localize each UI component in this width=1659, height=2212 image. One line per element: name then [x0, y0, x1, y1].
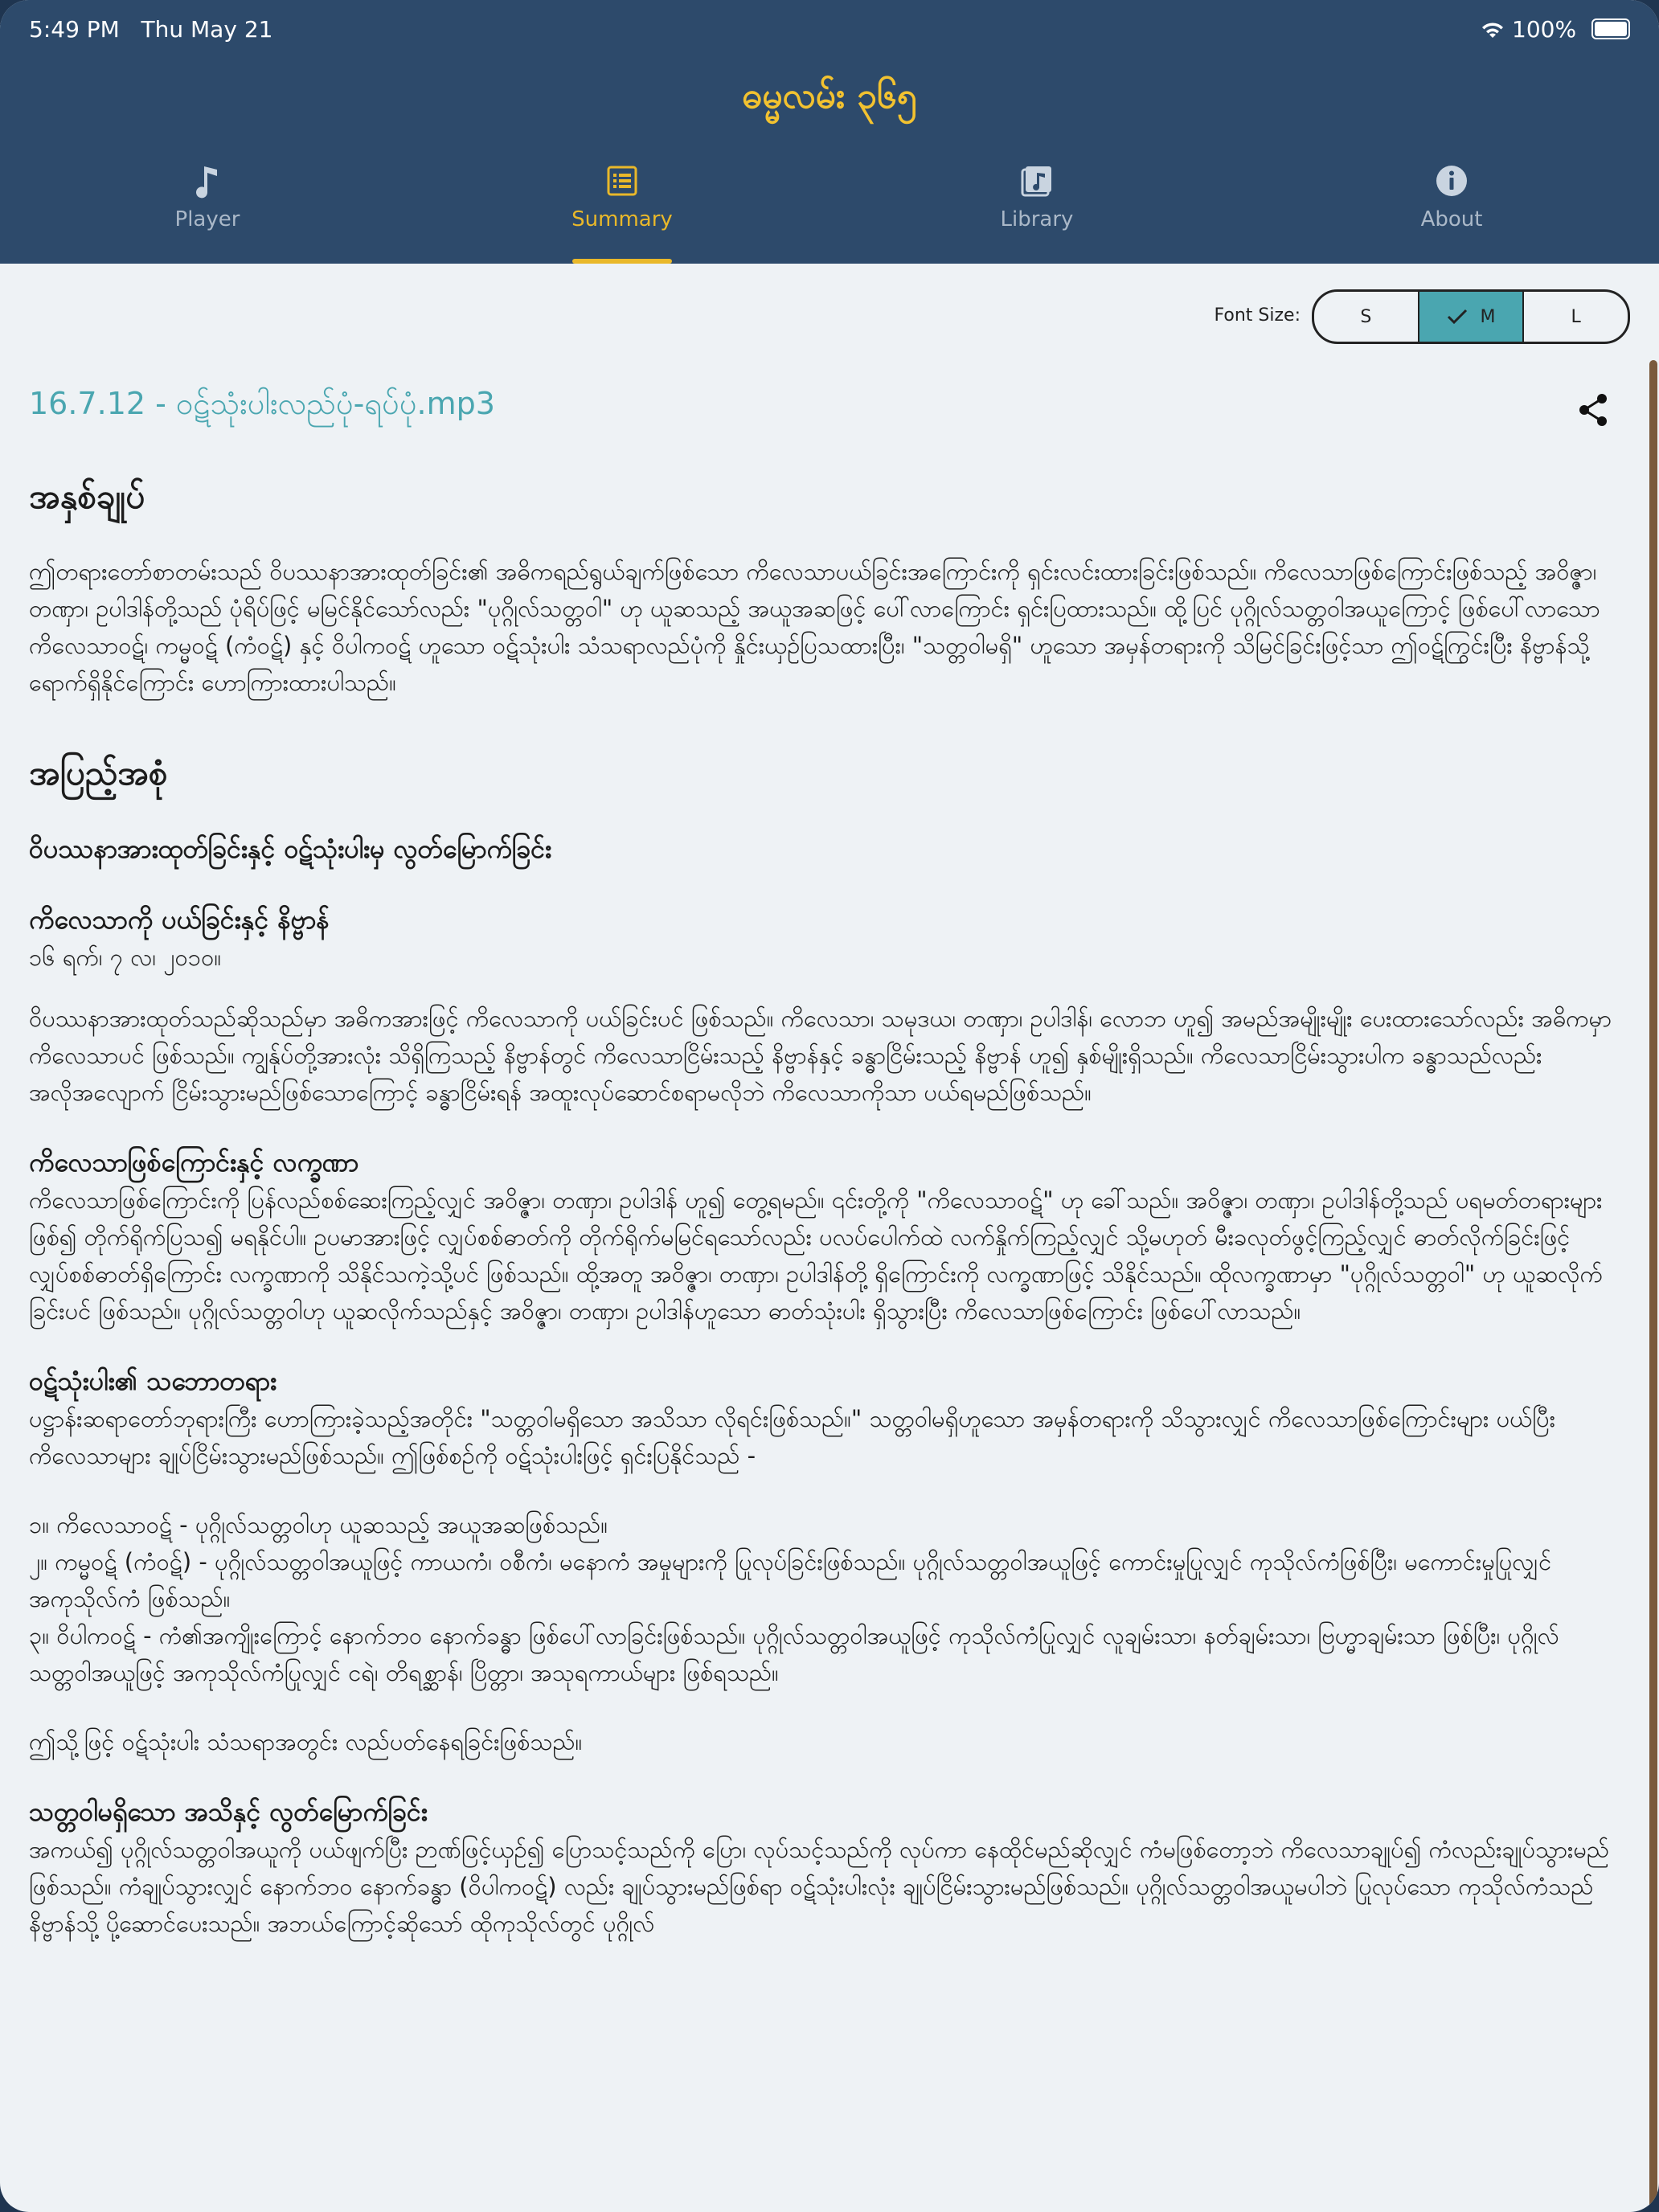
section-heading-summary: အနှစ်ချုပ်	[29, 477, 145, 516]
section-heading-outline: အပြည့်အစုံ	[29, 753, 168, 793]
outline-title: ဝိပဿနာအားထုတ်ခြင်းနှင့် ဝဋ်သုံးပါးမှ လွတ်မြောက်ခြင်း	[29, 834, 552, 864]
subsection-title: သတ္တဝါမရှိသော အသိနှင့် လွတ်မြောက်ခြင်း	[29, 1796, 428, 1827]
library-icon	[1019, 163, 1055, 199]
font-size-large[interactable]	[1522, 292, 1628, 342]
subsection-title: ကိလေသာကို ပယ်ခြင်းနှင့် နိဗ္ဗာန်	[29, 904, 330, 935]
status-time: 5:49 PM	[29, 16, 120, 43]
font-size-small-label: S	[1360, 306, 1372, 327]
tab-library-label: Library	[1000, 207, 1074, 231]
music-note-icon	[193, 163, 222, 199]
battery-percent: 100%	[1512, 16, 1577, 43]
checkmark-icon	[1447, 309, 1468, 325]
tab-player-label: Player	[174, 207, 240, 231]
share-icon	[1577, 392, 1609, 428]
subsection-paragraph: ဝိပဿနာအားထုတ်သည်ဆိုသည်မှာ အဓိကအားဖြင့် ကိလေသာကို ပယ်ခြင်းပင် ဖြစ်သည်။ ကိလေသာ၊ သမုဒယ၊ တဏှာ၊ ဥပါဒါန်၊ လောဘ ဟူ၍ အမည်အမျိုးမျိုး ပေးထားသော်လည်း အဓိကမှာ ကိလေသာပင် ဖြစ်သည်။ ကျွန်ုပ်တို့အားလုံး သိရှိကြသည့် နိဗ္ဗာန်တွင် ကိလေသာငြိမ်းသည့် နိဗ္ဗာန်နှင့် ခန္ဓာငြိမ်းသည့် နိဗ္ဗာန် ဟူ၍ နှစ်မျိုးရှိသည်။ ကိလေသာငြိမ်းသွားပါက ခန္ဓာသည်လည်း အလိုအလျောက် ငြိမ်းသွားမည်ဖြစ်သောကြောင့် ခန္ဓာငြိမ်းရန် အထူးလုပ်ဆောင်စရာမလိုဘဲ ကိလေသာကိုသာ ပယ်ရမည်ဖြစ်သည်။	[29, 1005, 1612, 1106]
status-date: Thu May 21	[141, 16, 273, 43]
tab-player[interactable]	[0, 161, 415, 264]
subsection-paragraph: ပဋ္ဌာန်းဆရာတော်ဘုရားကြီး ဟောကြားခဲ့သည့်အတိုင်း "သတ္တဝါမရှိသော အသိသာ လိုရင်းဖြစ်သည်။" သတ္တဝါမရှိဟူသော အမှန်တရားကို သိသွားလျှင် ကိလေသာဖြစ်ကြောင်းများ ပယ်ပြီး ကိလေသာများ ချုပ်ငြိမ်းသွားမည်ဖြစ်သည်။ ဤဖြစ်စဉ်ကို ဝဋ်သုံးပါးဖြင့် ရှင်းပြနိုင်သည် -	[29, 1405, 1556, 1469]
font-size-label: Font Size:	[1214, 305, 1301, 326]
status-right	[1481, 16, 1630, 43]
scrollbar[interactable]	[1649, 360, 1657, 2209]
font-size-medium[interactable]	[1418, 292, 1523, 342]
share-button[interactable]	[1577, 392, 1609, 431]
tab-summary-label: Summary	[571, 207, 673, 231]
subsection-title: ကိလေသာဖြစ်ကြောင်းနှင့် လက္ခဏာ	[29, 1147, 359, 1178]
font-size-selector	[1312, 289, 1630, 344]
font-size-small[interactable]	[1314, 292, 1418, 342]
subsection-paragraph: အကယ်၍ ပုဂ္ဂိုလ်သတ္တဝါအယူကို ပယ်ဖျက်ပြီး ဉာဏ်ဖြင့်ယှဉ်၍ ပြောသင့်သည်ကို ပြော၊ လုပ်သင့်သည်ကို လုပ်ကာ နေထိုင်မည်ဆိုလျှင် ကံမဖြစ်တော့ဘဲ ကိလေသာချုပ်၍ ကံလည်းချုပ်သွားမည်ဖြစ်သည်။ ကံချုပ်သွားလျှင် နောက်ဘဝ နောက်ခန္ဓာ (ဝိပါကဝဋ်) လည်း ချုပ်သွားမည်ဖြစ်ရာ ဝဋ်သုံးပါးလုံး ချုပ်ငြိမ်းသွားမည်ဖြစ်သည်။ ပုဂ္ဂိုလ်သတ္တဝါအယူမပါဘဲ ပြုလုပ်သော ကုသိုလ်ကံသည် နိဗ္ဗာန်သို့ ပို့ဆောင်ပေးသည်။ အဘယ်ကြောင့်ဆိုသော် ထိုကုသိုလ်တွင် ပုဂ္ဂိုလ်	[29, 1836, 1610, 1937]
summary-document	[29, 473, 1620, 1942]
list-item: ၁။ ကိလေသာဝဋ် - ပုဂ္ဂိုလ်သတ္တဝါဟု ယူဆသည့် အယူအဆဖြစ်သည်။	[29, 1511, 608, 1538]
page-title: ဓမ္မလမ်း ၃၆၅	[742, 76, 917, 117]
subsection-paragraph: ကိလေသာဖြစ်ကြောင်းကို ပြန်လည်စစ်ဆေးကြည့်လျှင် အဝိဇ္ဇာ၊ တဏှာ၊ ဥပါဒါန် ဟူ၍ တွေ့ရမည်။ ၎င်းတို့ကို "ကိလေသာဝဋ်" ဟု ခေါ်သည်။ အဝိဇ္ဇာ၊ တဏှာ၊ ဥပါဒါန်တို့သည် ပရမတ်တရားများဖြစ်၍ တိုက်ရိုက်ပြသ၍ မရနိုင်ပါ။ ဥပမာအားဖြင့် လျှပ်စစ်ဓာတ်ကို တိုက်ရိုက်မမြင်ရသော်လည်း ပလပ်ပေါက်ထဲ လက်နှိုက်ကြည့်လျှင် သို့မဟုတ် မီးခလုတ်ဖွင့်ကြည့်လျှင် ဓာတ်လိုက်ခြင်းဖြင့် လျှပ်စစ်ဓာတ်ရှိကြောင်း လက္ခဏာကို သိနိုင်သကဲ့သို့ပင် ဖြစ်သည်။ ထို့အတူ အဝိဇ္ဇာ၊ တဏှာ၊ ဥပါဒါန်တို့ ရှိကြောင်းကို လက္ခဏာဖြင့် သိနိုင်သည်။ ထိုလက္ခဏာမှာ "ပုဂ္ဂိုလ်သတ္တဝါ" ဟု ယူဆလိုက်ခြင်းပင် ဖြစ်သည်။ ပုဂ္ဂိုလ်သတ္တဝါဟု ယူဆလိုက်သည်နှင့် အဝိဇ္ဇာ၊ တဏှာ၊ ဥပါဒါန်ဟူသော ဓာတ်သုံးပါး ရှိသွားပြီး ကိလေသာဖြစ်ကြောင်း ဖြစ်ပေါ်လာသည်။	[29, 1186, 1603, 1325]
top-bar	[0, 0, 1659, 264]
font-size-medium-label: M	[1480, 306, 1496, 327]
summary-paragraph: ဤတရားတော်စာတမ်းသည် ဝိပဿနာအားထုတ်ခြင်း၏ အဓိကရည်ရွယ်ချက်ဖြစ်သော ကိလေသာပယ်ခြင်းအကြောင်းကို ရှင်းလင်းထားခြင်းဖြစ်သည်။ ကိလေသာဖြစ်ကြောင်းဖြစ်သည့် အဝိဇ္ဇာ၊ တဏှာ၊ ဥပါဒါန်တို့သည် ပုံရိပ်ဖြင့် မမြင်နိုင်သော်လည်း "ပုဂ္ဂိုလ်သတ္တဝါ" ဟု ယူဆသည့် အယူအဆဖြင့် ပေါ်လာကြောင်း ရှင်းပြထားသည်။ ထို့ပြင် ပုဂ္ဂိုလ်သတ္တဝါအယူကြောင့် ဖြစ်ပေါ်လာသော ကိလေသာဝဋ်၊ ကမ္မဝဋ် (ကံဝဋ်) နှင့် ဝိပါကဝဋ် ဟူသော ဝဋ်သုံးပါး သံသရာလည်ပုံကို နှိုင်းယှဉ်ပြသထားပြီး၊ "သတ္တဝါမရှိ" ဟူသော အမှန်တရားကို သိမြင်ခြင်းဖြင့်သာ ဤဝဋ်ကြွင်းပြီး နိဗ္ဗာန်သို့ ရောက်ရှိနိုင်ကြောင်း ဟောကြားထားပါသည်။	[29, 558, 1600, 696]
font-size-large-label: L	[1571, 306, 1581, 327]
info-icon	[1435, 164, 1469, 198]
file-name: 16.7.12 - ဝဋ်သုံးပါးလည်ပုံ-ရပ်ပုံ.mp3	[29, 386, 495, 421]
subsection-paragraph: ဤသို့ဖြင့် ဝဋ်သုံးပါး သံသရာအတွင်း လည်ပတ်နေရခြင်းဖြစ်သည်။	[29, 1728, 583, 1755]
tab-library[interactable]	[830, 161, 1244, 264]
tab-bar	[0, 161, 1659, 264]
summary-content[interactable]	[0, 264, 1659, 2212]
tab-about[interactable]	[1244, 161, 1659, 264]
summary-list-icon	[606, 165, 638, 197]
list-item: ၂။ ကမ္မဝဋ် (ကံဝဋ်) - ပုဂ္ဂိုလ်သတ္တဝါအယူဖြင့် ကာယကံ၊ ဝစီကံ၊ မနောကံ အမှုများကို ပြုလုပ်ခြင်းဖြစ်သည်။ ပုဂ္ဂိုလ်သတ္တဝါအယူဖြင့် ကောင်းမှုပြုလျှင် ကုသိုလ်ကံဖြစ်ပြီး၊ မကောင်းမှုပြုလျှင် အကုသိုလ်ကံ ဖြစ်သည်။	[29, 1548, 1552, 1612]
list-item: ၃။ ဝိပါကဝဋ် - ကံ၏အကျိုးကြောင့် နောက်ဘဝ နောက်ခန္ဓာ ဖြစ်ပေါ်လာခြင်းဖြစ်သည်။ ပုဂ္ဂိုလ်သတ္တဝါအယူဖြင့် ကုသိုလ်ကံပြုလျှင် လူချမ်းသာ၊ နတ်ချမ်းသာ၊ ဗြဟ္မာချမ်းသာ ဖြစ်ပြီး၊ ပုဂ္ဂိုလ်သတ္တဝါအယူဖြင့် အကုသိုလ်ကံပြုလျှင် ငရဲ၊ တိရစ္ဆာန်၊ ပြိတ္တာ၊ အသုရကာယ်များ ဖြစ်ရသည်။	[29, 1622, 1559, 1686]
subsection-date: ၁၆ ရက်၊ ၇ လ၊ ၂၀၁၀။	[29, 944, 222, 971]
battery-icon	[1591, 18, 1630, 39]
tab-about-label: About	[1420, 207, 1483, 231]
status-bar	[29, 14, 1630, 47]
subsection-title: ဝဋ်သုံးပါး၏ သဘောတရား	[29, 1366, 277, 1396]
tab-summary[interactable]	[415, 161, 830, 264]
status-time-date	[29, 16, 272, 43]
wifi-icon	[1481, 22, 1505, 39]
